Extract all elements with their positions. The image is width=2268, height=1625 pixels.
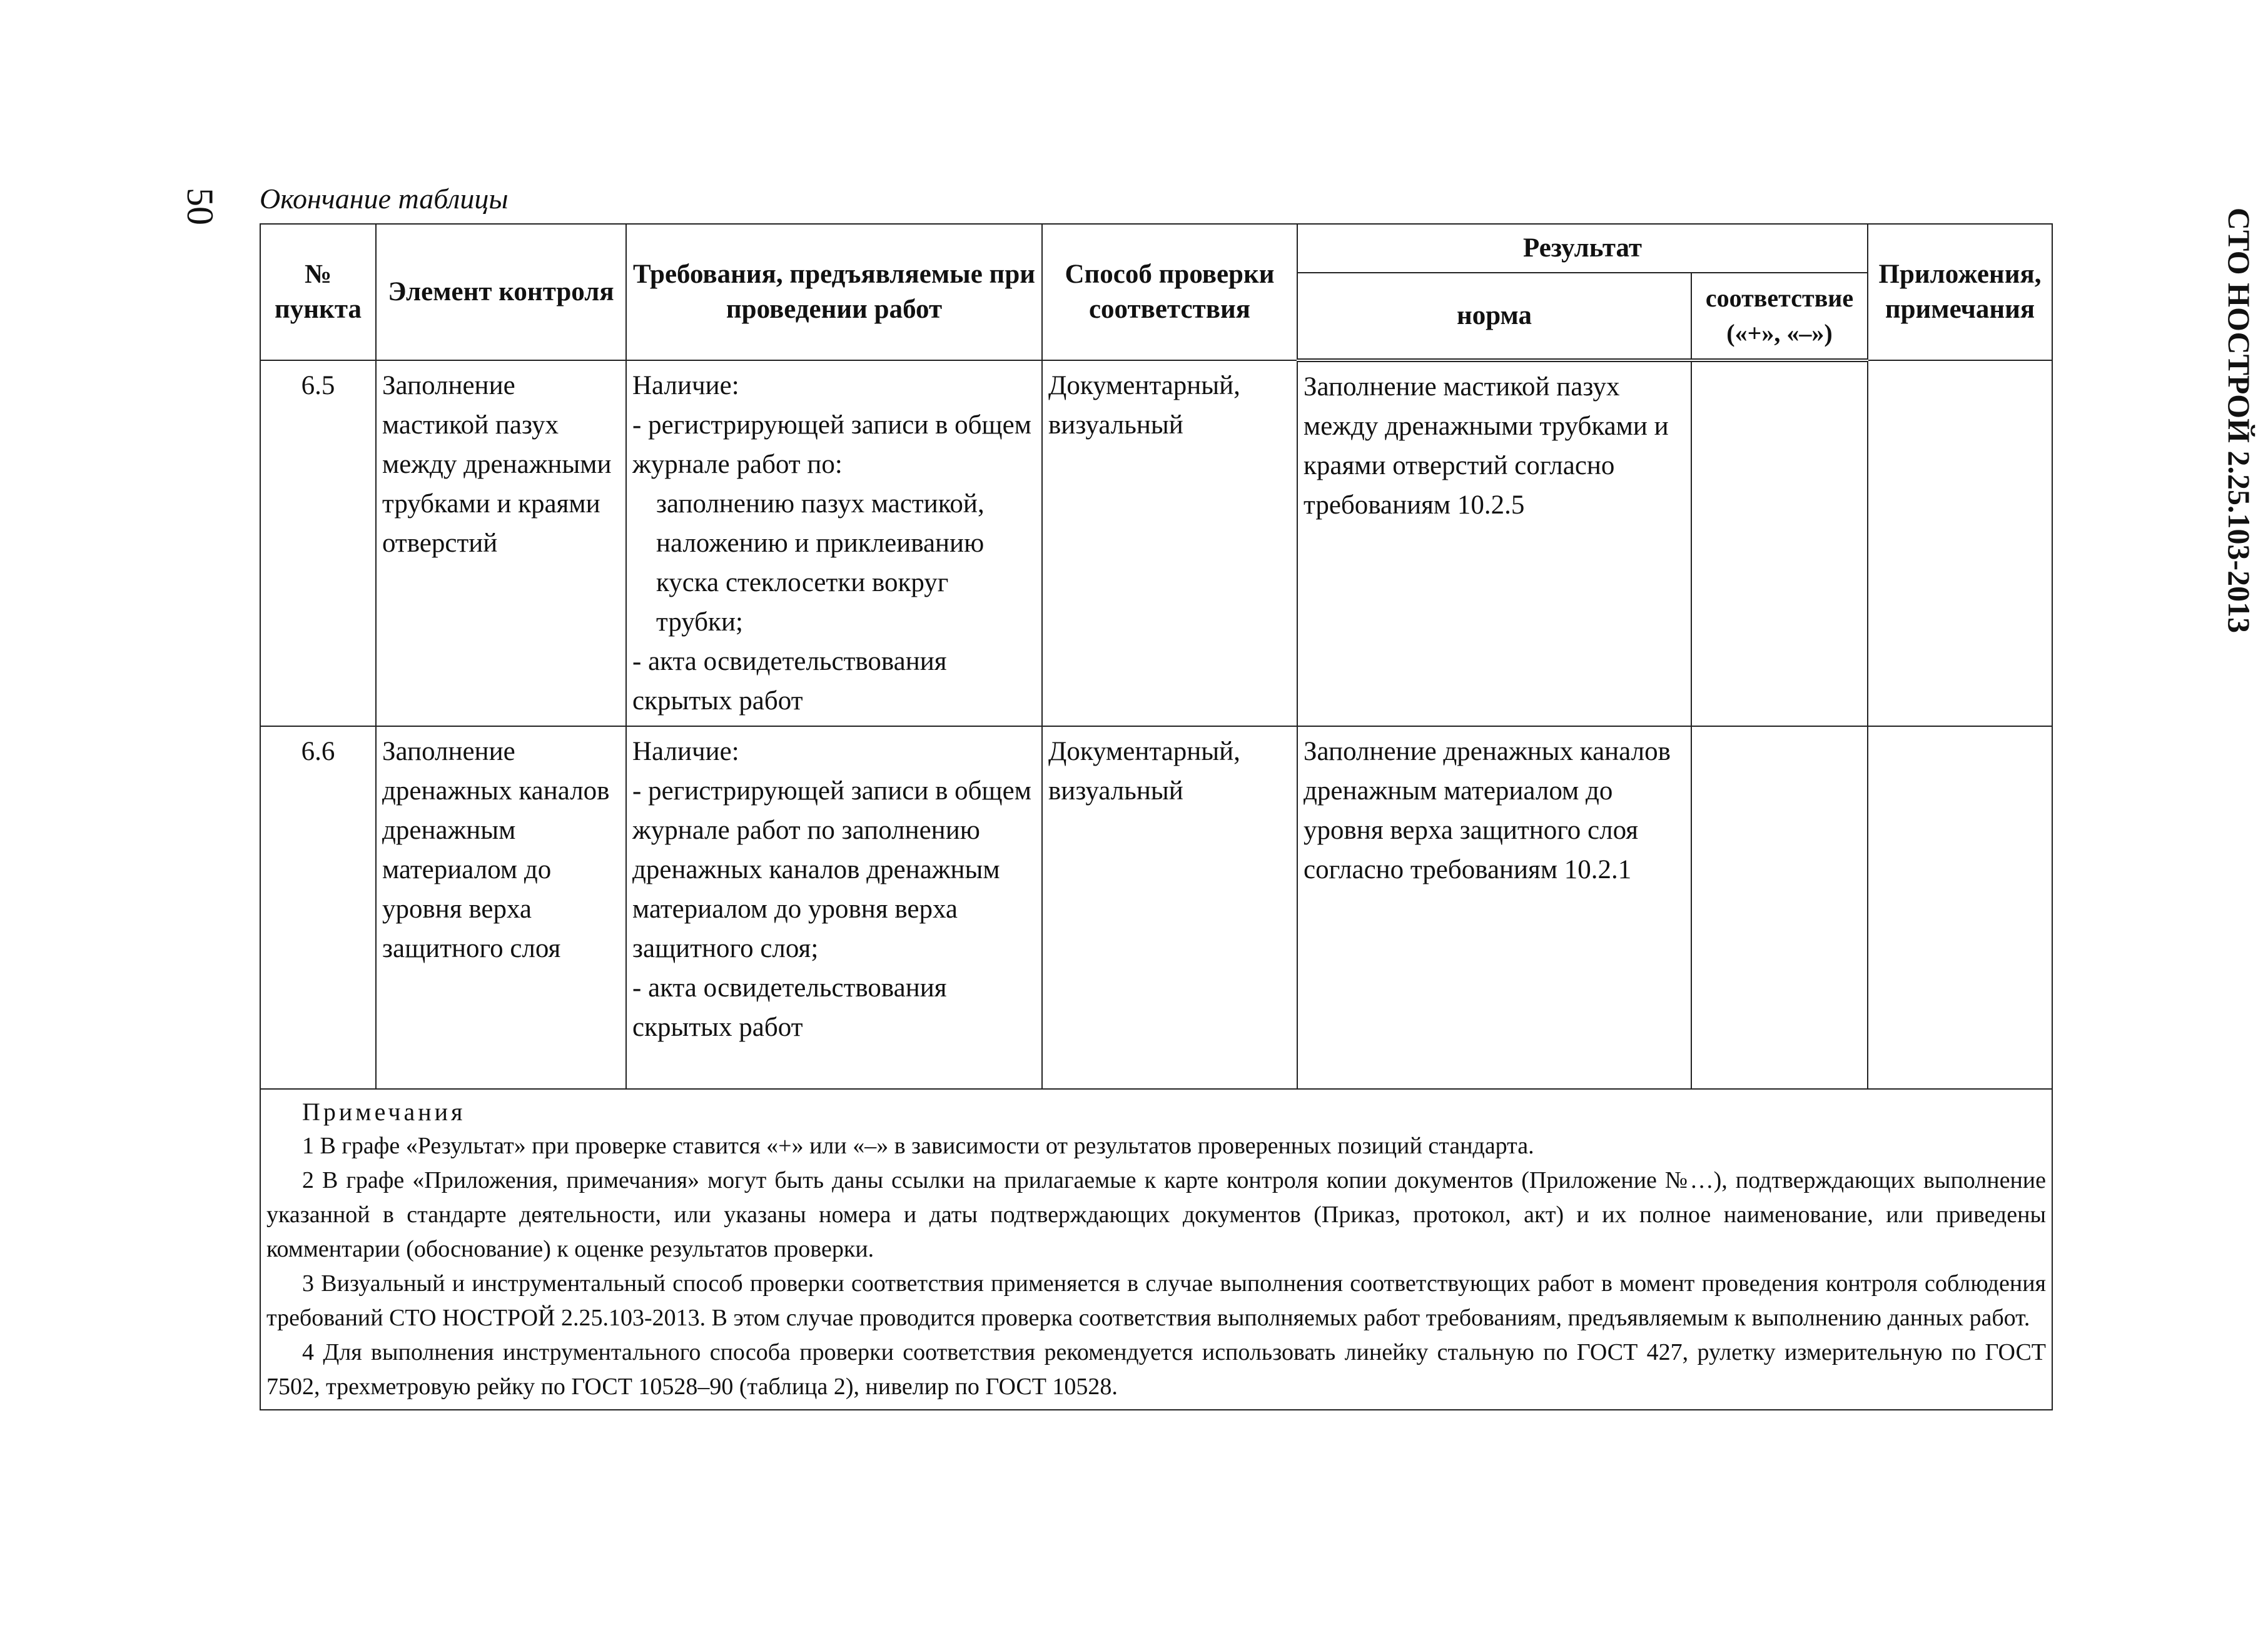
note-item: 1 В графе «Результат» при проверке ставится «+» или «–» в зависимости от результатов проверенных позиций стандарта. bbox=[302, 1133, 1534, 1159]
req-line: - акта освидетельствования скрытых работ bbox=[632, 647, 947, 716]
row-num: 6.6 bbox=[260, 726, 376, 1089]
row-requirements bbox=[626, 726, 1042, 1089]
table-row bbox=[260, 360, 2052, 726]
row-method: Документарный, визуальный bbox=[1042, 360, 1297, 726]
note-item: 2 В графе «Приложения, примечания» могут быть даны ссылки на прилагаемые к карте контроля копии документов (Приложение №…), подтверждающих выполнение указанной в стандарте деятельности, или указаны номера и даты подтверждающих документов (Приказ, протокол, акт) и их полное наименование, или приведены комментарии (обоснование) к оценке результатов проверки. bbox=[266, 1167, 2047, 1262]
note-item: 3 Визуальный и инструментальный способ проверки соответствия применяется в случае выполнения соответствующих работ в момент проведения контроля соблюдения требований СТО НОСТРОЙ 2.25.103-2013. В этом случае проводится проверка соответствия выполняемых работ требованиям, предъявляемым к выполнению данных работ. bbox=[266, 1270, 2047, 1331]
row-conformity bbox=[1691, 726, 1868, 1089]
row-method: Документарный, визуальный bbox=[1042, 726, 1297, 1089]
control-table bbox=[260, 223, 2053, 1410]
req-line: Наличие: bbox=[632, 371, 739, 400]
row-element: Заполнение мастикой пазух между дренажными трубками и краями отверстий bbox=[376, 360, 626, 726]
row-norm: Заполнение дренажных каналов дренажным материалом до уровня верха защитного слоя согласно требованиям 10.2.1 bbox=[1297, 726, 1691, 1089]
req-line: - акта освидетельствования скрытых работ bbox=[632, 973, 947, 1042]
row-appendix bbox=[1868, 726, 2052, 1089]
row-conformity bbox=[1691, 360, 1868, 726]
row-num: 6.5 bbox=[260, 360, 376, 726]
row-requirements bbox=[626, 360, 1042, 726]
table-row bbox=[260, 726, 2052, 1089]
notes-row bbox=[260, 1089, 2052, 1410]
table-caption: Окончание таблицы bbox=[260, 183, 509, 215]
notes-title: Примечания bbox=[302, 1098, 466, 1126]
row-element: Заполнение дренажных каналов дренажным материалом до уровня верха защитного слоя bbox=[376, 726, 626, 1089]
page-number: 50 bbox=[180, 188, 221, 225]
header-element: Элемент контроля bbox=[376, 224, 626, 360]
row-norm: Заполнение мастикой пазух между дренажными трубками и краями отверстий согласно требованиям 10.2.5 bbox=[1297, 360, 1691, 726]
header-method: Способ проверки соответствия bbox=[1042, 224, 1297, 360]
req-line: - регистрирующей записи в общем журнале работ по: bbox=[632, 410, 1031, 479]
header-appendix: Приложения, примечания bbox=[1868, 224, 2052, 360]
document-code: СТО НОСТРОЙ 2.25.103-2013 bbox=[2222, 207, 2257, 634]
header-requirements: Требования, предъявляемые при проведении работ bbox=[626, 224, 1042, 360]
req-line: заполнению пазух мастикой, наложению и приклеиванию куска стеклосетки вокруг трубки; bbox=[656, 489, 985, 637]
req-line: - регистрирующей записи в общем журнале работ по заполнению дренажных каналов дренажным материалом до уровня верха защитного слоя; bbox=[632, 776, 1031, 963]
req-line: Наличие: bbox=[632, 737, 739, 766]
notes-cell bbox=[260, 1089, 2052, 1410]
header-num: № пункта bbox=[260, 224, 376, 360]
header-conformity: соответствие («+», «–») bbox=[1691, 273, 1868, 360]
note-item: 4 Для выполнения инструментального способа проверки соответствия рекомендуется использовать линейку стальную по ГОСТ 427, рулетку измерительную по ГОСТ 7502, трехметровую рейку по ГОСТ 10528–90 (таблица 2), нивелир по ГОСТ 10528. bbox=[266, 1339, 2047, 1400]
header-result: Результат bbox=[1297, 224, 1868, 273]
header-norm: норма bbox=[1297, 273, 1691, 360]
row-appendix bbox=[1868, 360, 2052, 726]
header-row-top bbox=[260, 224, 2052, 273]
